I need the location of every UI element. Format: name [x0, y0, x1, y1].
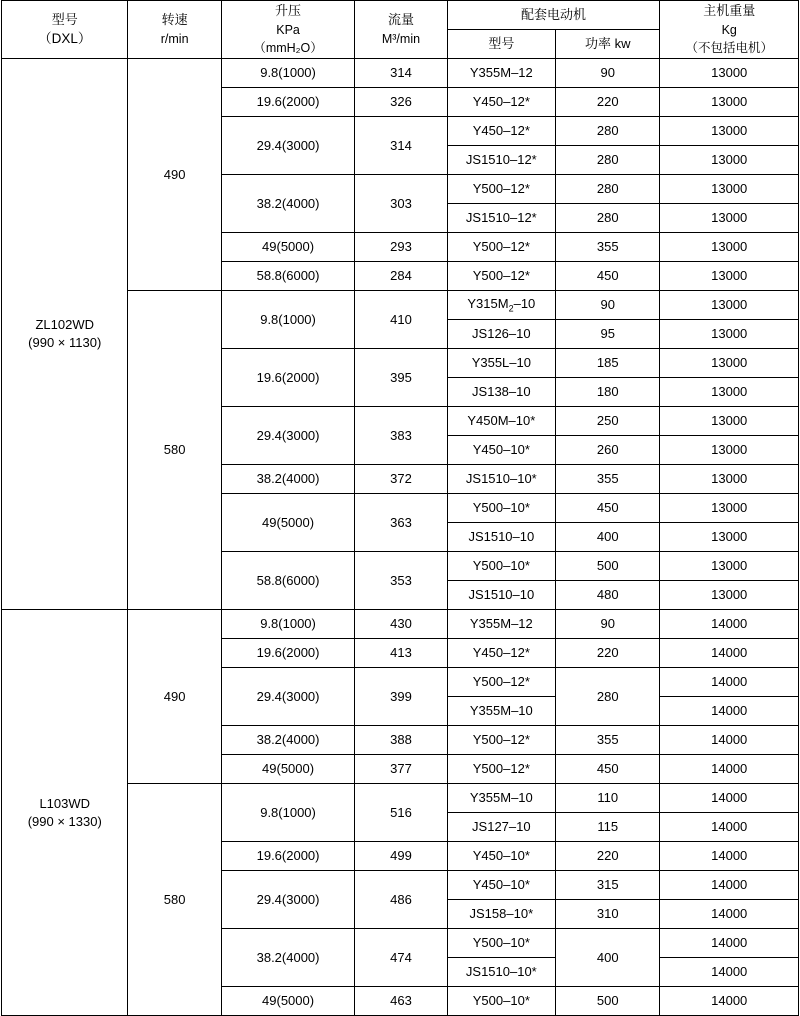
header-weight-unit: Kg [721, 22, 737, 37]
table-row [2, 59, 799, 88]
pressure-cell: 38.2(4000) [221, 465, 354, 494]
flow-cell: 314 [355, 117, 447, 175]
pressure-cell: 29.4(3000) [221, 407, 354, 465]
pressure-cell: 9.8(1000) [221, 784, 354, 842]
header-row-1 [2, 1, 799, 30]
motor-power-cell: 355 [556, 233, 660, 262]
motor-power-cell: 280 [556, 668, 660, 726]
motor-model-cell: JS1510–10* [447, 465, 555, 494]
motor-model-cell: JS127–10 [447, 813, 555, 842]
header-speed-title: 转速 [161, 12, 188, 28]
weight-cell: 13000 [660, 262, 799, 291]
flow-cell: 430 [355, 610, 447, 639]
flow-cell: 410 [355, 291, 447, 349]
weight-cell: 14000 [660, 987, 799, 1016]
motor-model-cell: Y500–10* [447, 552, 555, 581]
motor-model-cell: JS1510–10 [447, 523, 555, 552]
header-flow [355, 1, 447, 59]
motor-model-cell: Y355M–12 [447, 59, 555, 88]
motor-model-cell: Y500–12* [447, 233, 555, 262]
motor-model-cell: JS1510–10 [447, 581, 555, 610]
weight-cell: 14000 [660, 842, 799, 871]
weight-cell: 13000 [660, 204, 799, 233]
flow-cell: 314 [355, 59, 447, 88]
motor-model-cell: Y450–12* [447, 117, 555, 146]
flow-cell: 303 [355, 175, 447, 233]
motor-model-cell: JS1510–12* [447, 204, 555, 233]
header-model-sub: （DXL） [38, 31, 92, 47]
motor-model-cell: $Y315M_2-10$ [447, 291, 555, 320]
flow-cell: 284 [355, 262, 447, 291]
weight-cell: 13000 [660, 233, 799, 262]
motor-power-cell: 90 [556, 610, 660, 639]
motor-model-cell: Y450–12* [447, 88, 555, 117]
model-dimension: (990 × 1330) [27, 813, 102, 829]
header-flow-unit: M³/min [381, 31, 421, 46]
motor-power-cell: 450 [556, 755, 660, 784]
pressure-cell: 19.6(2000) [221, 349, 354, 407]
weight-cell: 14000 [660, 784, 799, 813]
specification-table [1, 0, 799, 1016]
weight-cell: 14000 [660, 958, 799, 987]
flow-cell: 353 [355, 552, 447, 610]
motor-power-cell: 400 [556, 523, 660, 552]
motor-power-cell: 280 [556, 175, 660, 204]
motor-model-cell: JS1510–12* [447, 146, 555, 175]
model-dimension: (990 × 1130) [28, 335, 102, 350]
weight-cell: 13000 [660, 407, 799, 436]
model-cell [2, 610, 128, 1016]
motor-power-cell: 280 [556, 146, 660, 175]
header-pressure-unit1: KPa [276, 22, 300, 37]
weight-cell: 13000 [660, 523, 799, 552]
motor-power-cell: 220 [556, 88, 660, 117]
header-pressure-title: 升压 [275, 3, 302, 18]
header-speed [128, 1, 221, 59]
model-name: L103WD [39, 795, 91, 811]
flow-cell: 486 [355, 871, 447, 929]
weight-cell: 14000 [660, 726, 799, 755]
weight-cell: 13000 [660, 146, 799, 175]
motor-model-cell: JS138–10 [447, 378, 555, 407]
header-pressure-unit2: （mmH₂O） [253, 41, 323, 56]
weight-cell: 13000 [660, 88, 799, 117]
pressure-cell: 19.6(2000) [221, 639, 354, 668]
pressure-cell: 9.8(1000) [221, 610, 354, 639]
flow-cell: 463 [355, 987, 447, 1016]
model-name: ZL102WD [35, 317, 94, 333]
weight-cell: 14000 [660, 929, 799, 958]
speed-cell: 580 [128, 291, 221, 610]
motor-model-cell: Y355L–10 [447, 349, 555, 378]
weight-cell: 14000 [660, 755, 799, 784]
pressure-cell: 49(5000) [221, 233, 354, 262]
motor-model-cell: Y500–10* [447, 929, 555, 958]
motor-power-cell: 280 [556, 117, 660, 146]
speed-cell: 490 [128, 59, 221, 291]
motor-power-cell: 250 [556, 407, 660, 436]
pressure-cell: 19.6(2000) [221, 88, 354, 117]
header-weight-note: （不包括电机） [685, 41, 773, 56]
weight-cell: 14000 [660, 697, 799, 726]
table-row [2, 610, 799, 639]
weight-cell: 13000 [660, 59, 799, 88]
weight-cell: 13000 [660, 465, 799, 494]
motor-power-cell: 450 [556, 262, 660, 291]
motor-model-cell: Y450–12* [447, 639, 555, 668]
motor-model-cell: Y450–10* [447, 842, 555, 871]
weight-cell: 13000 [660, 117, 799, 146]
weight-cell: 13000 [660, 378, 799, 407]
motor-model-cell: Y500–12* [447, 668, 555, 697]
weight-cell: 13000 [660, 494, 799, 523]
motor-power-cell: 355 [556, 726, 660, 755]
pressure-cell: 29.4(3000) [221, 871, 354, 929]
weight-cell: 14000 [660, 900, 799, 929]
header-flow-title: 流量 [387, 12, 414, 28]
flow-cell: 499 [355, 842, 447, 871]
motor-model-cell: Y500–12* [447, 755, 555, 784]
pressure-cell: 49(5000) [221, 987, 354, 1016]
pressure-cell: 19.6(2000) [221, 842, 354, 871]
pressure-cell: 38.2(4000) [221, 726, 354, 755]
weight-cell: 14000 [660, 610, 799, 639]
flow-cell: 363 [355, 494, 447, 552]
motor-model-cell: Y500–12* [447, 175, 555, 204]
weight-cell: 13000 [660, 291, 799, 320]
header-weight-title: 主机重量 [703, 3, 756, 18]
motor-model-cell: JS126–10 [447, 320, 555, 349]
motor-power-cell: 90 [556, 291, 660, 320]
motor-power-cell: 95 [556, 320, 660, 349]
motor-power-cell: 220 [556, 842, 660, 871]
motor-model-cell: Y500–10* [447, 494, 555, 523]
weight-cell: 13000 [660, 581, 799, 610]
header-motor-power: 功率 kw [556, 30, 660, 59]
pressure-cell: 38.2(4000) [221, 929, 354, 987]
motor-power-cell: 115 [556, 813, 660, 842]
pressure-cell: 9.8(1000) [221, 291, 354, 349]
table-body [2, 59, 799, 1016]
motor-model-cell: Y500–12* [447, 262, 555, 291]
flow-cell: 516 [355, 784, 447, 842]
weight-cell: 13000 [660, 436, 799, 465]
weight-cell: 13000 [660, 349, 799, 378]
motor-model-cell: Y355M–10 [447, 697, 555, 726]
motor-model-cell: Y355M–12 [447, 610, 555, 639]
weight-cell: 14000 [660, 871, 799, 900]
motor-power-cell: 220 [556, 639, 660, 668]
motor-power-cell: 90 [556, 59, 660, 88]
pressure-cell: 29.4(3000) [221, 117, 354, 175]
motor-power-cell: 500 [556, 987, 660, 1016]
motor-power-cell: 450 [556, 494, 660, 523]
flow-cell: 388 [355, 726, 447, 755]
flow-cell: 383 [355, 407, 447, 465]
motor-model-cell: Y450M–10* [447, 407, 555, 436]
motor-power-cell: 400 [556, 929, 660, 987]
motor-power-cell: 185 [556, 349, 660, 378]
motor-power-cell: 180 [556, 378, 660, 407]
motor-model-cell: Y500–10* [447, 987, 555, 1016]
pressure-cell: 49(5000) [221, 494, 354, 552]
flow-cell: 377 [355, 755, 447, 784]
motor-model-cell: JS1510–10* [447, 958, 555, 987]
weight-cell: 13000 [660, 320, 799, 349]
pressure-cell: 58.8(6000) [221, 552, 354, 610]
header-pressure [221, 1, 354, 59]
pressure-cell: 38.2(4000) [221, 175, 354, 233]
header-motor-group: 配套电动机 [447, 1, 660, 30]
pressure-cell: 29.4(3000) [221, 668, 354, 726]
motor-power-cell: 110 [556, 784, 660, 813]
motor-power-cell: 355 [556, 465, 660, 494]
model-cell [2, 59, 128, 610]
weight-cell: 14000 [660, 639, 799, 668]
speed-cell: 580 [128, 784, 221, 1016]
flow-cell: 399 [355, 668, 447, 726]
motor-model-cell: JS158–10* [447, 900, 555, 929]
header-model-title: 型号 [51, 11, 78, 27]
weight-cell: 14000 [660, 668, 799, 697]
weight-cell: 13000 [660, 552, 799, 581]
weight-cell: 14000 [660, 813, 799, 842]
motor-power-cell: 500 [556, 552, 660, 581]
flow-cell: 372 [355, 465, 447, 494]
motor-model-cell: Y500–12* [447, 726, 555, 755]
flow-cell: 326 [355, 88, 447, 117]
pressure-cell: 58.8(6000) [221, 262, 354, 291]
motor-model-cell: Y450–10* [447, 871, 555, 900]
motor-model-cell: Y355M–10 [447, 784, 555, 813]
flow-cell: 395 [355, 349, 447, 407]
header-weight [660, 1, 799, 59]
pressure-cell: 9.8(1000) [221, 59, 354, 88]
motor-model-cell: Y450–10* [447, 436, 555, 465]
motor-power-cell: 310 [556, 900, 660, 929]
motor-power-cell: 280 [556, 204, 660, 233]
weight-cell: 13000 [660, 175, 799, 204]
flow-cell: 474 [355, 929, 447, 987]
flow-cell: 293 [355, 233, 447, 262]
motor-power-cell: 260 [556, 436, 660, 465]
speed-cell: 490 [128, 610, 221, 784]
flow-cell: 413 [355, 639, 447, 668]
motor-power-cell: 315 [556, 871, 660, 900]
header-speed-unit: r/min [160, 31, 189, 46]
pressure-cell: 49(5000) [221, 755, 354, 784]
header-motor-model: 型号 [447, 30, 555, 59]
header-model [2, 1, 128, 59]
motor-power-cell: 480 [556, 581, 660, 610]
